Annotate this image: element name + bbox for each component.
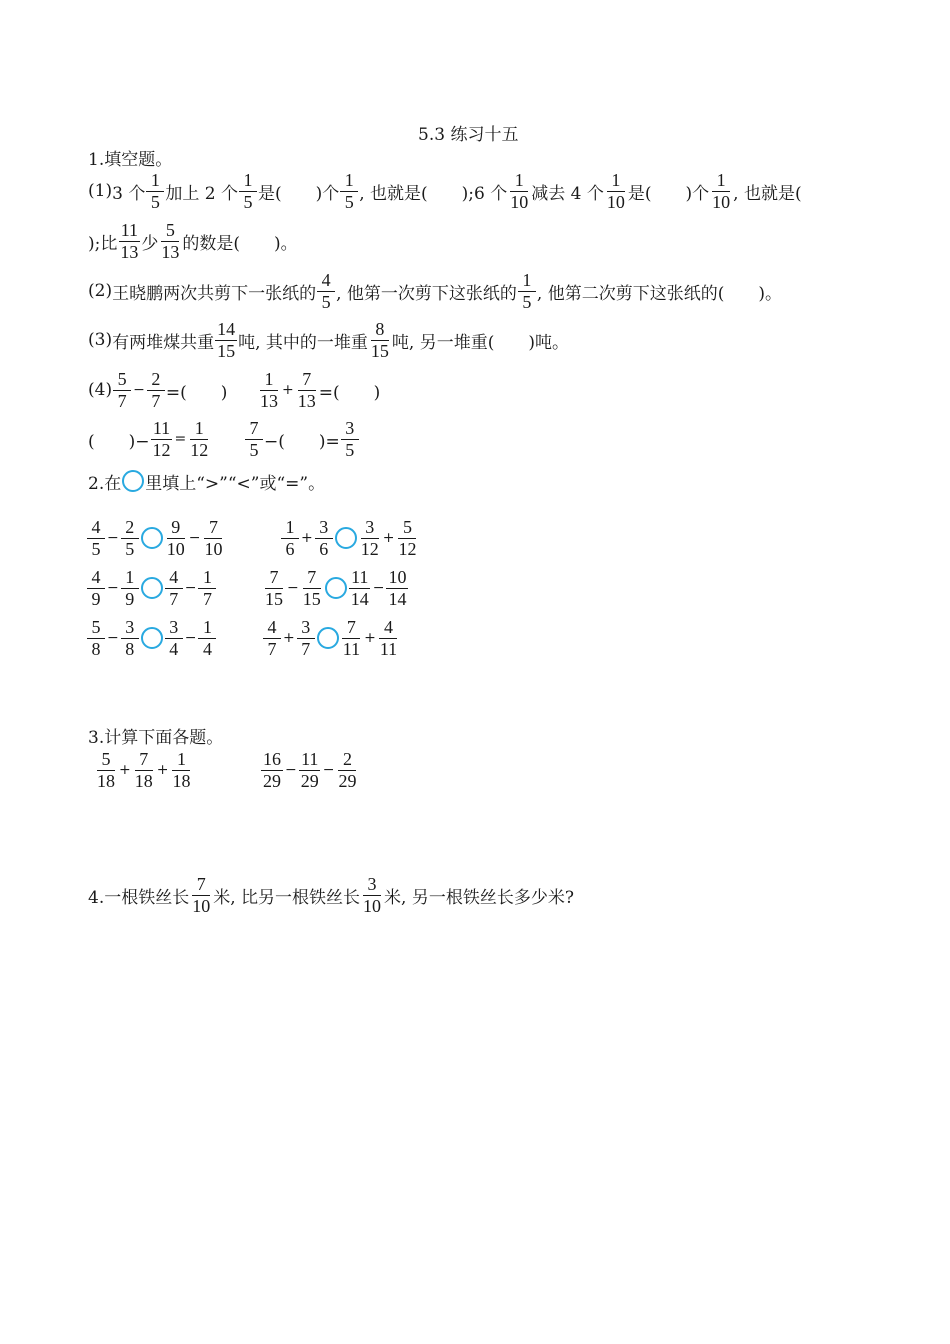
fraction-numerator: 10	[388, 566, 407, 587]
fraction-numerator: 4	[379, 617, 397, 639]
fraction-denominator: 7	[117, 390, 127, 411]
fraction	[198, 617, 216, 660]
fraction-denominator: 12	[152, 439, 171, 460]
answer-blank[interactable]: −( )=	[264, 431, 340, 452]
fraction-denominator: 4	[202, 638, 212, 659]
fraction-numerator: 1	[121, 567, 139, 589]
fraction	[202, 517, 224, 560]
fraction	[133, 749, 155, 792]
operator: −	[188, 530, 201, 546]
q2-heading	[88, 458, 325, 504]
fraction-denominator: 15	[217, 340, 236, 361]
q2-item-6	[262, 614, 400, 662]
fraction-numerator: 4	[87, 567, 105, 589]
q2-item-5	[86, 614, 217, 662]
fraction-numerator: 11	[152, 417, 171, 438]
compare-circle-input[interactable]	[317, 627, 339, 649]
fraction-numerator: 7	[204, 517, 222, 539]
answer-blank[interactable]: 是( )个	[627, 183, 710, 204]
fraction-denominator: 12	[398, 538, 417, 559]
fraction-denominator: 10	[166, 538, 185, 559]
fraction-numerator: 3	[341, 418, 359, 440]
operator: −	[372, 580, 385, 596]
text: , 他第一次剪下这张纸的	[336, 283, 517, 304]
operator: −	[184, 580, 197, 596]
fraction-denominator: 7	[301, 638, 311, 659]
fraction	[341, 418, 359, 461]
q4-text-1: 4.一根铁丝长	[88, 887, 190, 908]
fraction	[170, 749, 192, 792]
fraction-denominator: 8	[125, 638, 135, 659]
fraction-numerator: 7	[245, 418, 263, 440]
text: 减去 4 个	[531, 183, 604, 204]
fraction	[263, 617, 281, 660]
answer-blank[interactable]: =( )	[165, 382, 228, 403]
fraction-numerator: 7	[192, 874, 210, 896]
fraction-numerator: 3	[297, 617, 315, 639]
q1-heading: 1.填空题。	[88, 150, 173, 170]
fraction-numerator: 1	[190, 418, 208, 440]
fraction-numerator: 4	[263, 617, 281, 639]
fraction-denominator: 18	[172, 770, 191, 791]
operator: −	[107, 530, 119, 546]
q3-heading: 3.计算下面各题。	[88, 728, 224, 748]
fraction	[340, 170, 358, 213]
fraction	[258, 369, 280, 412]
fraction-numerator: 1	[239, 170, 257, 192]
fraction-numerator: 1	[260, 369, 278, 391]
fraction-numerator: 11	[301, 748, 319, 769]
q1-part4-line1	[88, 366, 227, 414]
operator: +	[382, 530, 395, 546]
operator: −	[285, 762, 297, 778]
fraction	[151, 418, 173, 461]
fraction	[190, 874, 212, 917]
q1-part1-line1	[88, 167, 802, 215]
fraction	[118, 220, 140, 263]
fraction-denominator: 12	[360, 538, 379, 559]
text: 少	[141, 233, 159, 254]
fraction-numerator: 1	[281, 517, 299, 539]
fraction-numerator: 7	[303, 567, 321, 589]
fraction-numerator: 16	[263, 748, 281, 769]
answer-blank[interactable]: 吨, 另一堆重( )吨。	[391, 332, 569, 353]
fraction-numerator: 4	[317, 270, 335, 292]
fraction	[121, 517, 139, 560]
q1-part4-line2	[88, 415, 211, 463]
fraction-denominator: 8	[91, 638, 101, 659]
fraction-denominator: 7	[151, 390, 161, 411]
fraction-denominator: 7	[169, 588, 179, 609]
fraction	[297, 617, 315, 660]
operator: =	[174, 431, 187, 447]
q2-heading-a: 2.在	[88, 473, 122, 494]
fraction-numerator: 14	[217, 318, 236, 339]
fraction	[336, 749, 358, 792]
compare-circle-input[interactable]	[141, 527, 163, 549]
fraction	[146, 170, 164, 213]
text: 王晓鹏两次共剪下一张纸的	[112, 283, 317, 304]
q2-item-2	[280, 514, 419, 562]
fraction-numerator: 7	[135, 749, 153, 771]
answer-blank[interactable]: , 也就是(	[733, 183, 802, 204]
fraction-numerator: 11	[351, 566, 369, 587]
fraction-denominator: 13	[120, 241, 139, 262]
q2-item-4	[262, 564, 409, 612]
operator: +	[364, 630, 376, 646]
q1-part4-line2b	[244, 415, 360, 463]
fraction-numerator: 2	[121, 517, 139, 539]
fraction-numerator: 3	[361, 517, 379, 539]
fraction-denominator: 12	[190, 439, 209, 460]
fraction-denominator: 18	[97, 770, 115, 791]
fraction	[215, 319, 237, 362]
fraction-numerator: 5	[97, 749, 115, 771]
operator: +	[282, 382, 294, 398]
fraction-numerator: 2	[338, 749, 356, 771]
fraction-numerator: 9	[167, 517, 185, 539]
fraction-numerator: 1	[172, 749, 190, 771]
fraction-denominator: 6	[285, 538, 295, 559]
fraction-numerator: 1	[712, 170, 730, 192]
fraction-numerator: 3	[363, 874, 381, 896]
compare-circle-input[interactable]	[335, 527, 357, 549]
fraction-denominator: 9	[91, 588, 101, 609]
page-title: 5.3 练习十五	[418, 125, 519, 145]
fraction-numerator: 5	[398, 517, 416, 539]
answer-blank[interactable]: , 他第二次剪下这张纸的( )。	[536, 283, 782, 304]
fraction-denominator: 7	[267, 638, 277, 659]
fraction-denominator: 11	[379, 638, 398, 659]
fraction-numerator: 3	[315, 517, 333, 539]
fraction	[508, 170, 530, 213]
operator: −	[107, 630, 119, 646]
fraction-denominator: 6	[319, 538, 329, 559]
q2-item-1	[86, 514, 225, 562]
fraction	[263, 567, 285, 610]
fraction	[386, 567, 408, 610]
fraction-numerator: 1	[607, 170, 625, 192]
fraction-denominator: 15	[370, 340, 389, 361]
fraction	[147, 369, 165, 412]
fraction-denominator: 9	[125, 588, 135, 609]
operator: +	[156, 762, 169, 778]
q4-text-2: 米, 比另一根铁丝长	[213, 887, 361, 908]
fraction-denominator: 29	[263, 770, 281, 791]
fraction	[359, 517, 381, 560]
fraction	[605, 170, 627, 213]
compare-circle-input[interactable]	[141, 577, 163, 599]
fraction-denominator: 5	[243, 191, 253, 212]
fraction-denominator: 10	[510, 191, 529, 212]
fraction-numerator: 7	[298, 369, 316, 391]
fraction-numerator: 1	[518, 270, 536, 292]
q4-text-3: 米, 另一根铁丝长多少米?	[384, 887, 574, 908]
fraction	[95, 749, 117, 792]
fraction-denominator: 14	[350, 588, 369, 609]
text: 加上 2 个	[165, 183, 238, 204]
fraction	[239, 170, 257, 213]
fraction-denominator: 29	[338, 770, 357, 791]
fraction	[165, 567, 183, 610]
fraction-numerator: 11	[120, 219, 139, 240]
fraction-denominator: 5	[522, 291, 532, 312]
answer-blank[interactable]: , 也就是( );6 个	[359, 183, 508, 204]
q1-part2	[88, 267, 782, 315]
q1-p3-label: (3)	[88, 330, 113, 350]
fraction	[369, 319, 391, 362]
fraction-denominator: 5	[321, 291, 331, 312]
compare-circle-input[interactable]	[141, 627, 163, 649]
fraction	[188, 418, 210, 461]
fraction-denominator: 5	[345, 439, 355, 460]
fraction	[165, 617, 183, 660]
fraction	[396, 517, 418, 560]
q4-line	[88, 871, 574, 919]
answer-blank[interactable]: );比	[88, 233, 118, 254]
q1-part1-line2	[88, 217, 298, 265]
fraction-denominator: 29	[300, 770, 319, 791]
answer-blank[interactable]: ( )−	[88, 431, 150, 452]
operator: −	[107, 580, 119, 596]
operator: −	[287, 580, 299, 596]
answer-blank[interactable]: =( )	[318, 382, 381, 403]
fraction-denominator: 15	[265, 588, 283, 609]
fraction-numerator: 1	[146, 170, 164, 192]
fraction	[361, 874, 383, 917]
fraction-numerator: 1	[198, 567, 216, 589]
fraction-denominator: 5	[344, 191, 354, 212]
fraction	[349, 567, 371, 610]
fraction-denominator: 18	[134, 770, 153, 791]
operator: +	[119, 762, 131, 778]
fraction-numerator: 2	[147, 369, 165, 391]
fraction	[296, 369, 318, 412]
fraction-numerator: 4	[165, 567, 183, 589]
fraction-numerator: 3	[165, 617, 183, 639]
fraction-numerator: 1	[340, 170, 358, 192]
fraction-numerator: 4	[87, 517, 105, 539]
fraction-numerator: 5	[87, 617, 105, 639]
q1-p4-label: (4)	[88, 380, 113, 400]
fraction	[87, 567, 105, 610]
text: 3 个	[112, 183, 146, 204]
fraction-numerator: 8	[371, 319, 389, 341]
fraction	[315, 517, 333, 560]
q1-p1-label: (1)	[88, 181, 113, 201]
fraction-denominator: 15	[302, 588, 321, 609]
fraction-denominator: 13	[161, 241, 180, 262]
fraction-denominator: 11	[342, 638, 361, 659]
fraction-denominator: 10	[712, 191, 731, 212]
fraction	[710, 170, 732, 213]
fraction	[245, 418, 263, 461]
fraction-denominator: 5	[249, 439, 259, 460]
operator: −	[322, 762, 335, 778]
fraction-numerator: 1	[198, 617, 216, 639]
compare-circle-input[interactable]	[325, 577, 347, 599]
q1-p2-label: (2)	[88, 281, 113, 301]
fraction	[113, 369, 131, 412]
fraction-denominator: 10	[192, 895, 211, 916]
fraction-numerator: 3	[121, 617, 139, 639]
q1-part3	[88, 316, 569, 364]
fraction-numerator: 7	[342, 617, 360, 639]
fraction-denominator: 10	[363, 895, 382, 916]
fraction	[165, 517, 187, 560]
text: 吨, 其中的一堆重	[238, 332, 368, 353]
fraction-denominator: 7	[202, 588, 212, 609]
fraction	[121, 567, 139, 610]
fraction-denominator: 13	[260, 390, 278, 411]
fraction	[198, 567, 216, 610]
operator: +	[283, 630, 295, 646]
fraction	[317, 270, 335, 313]
text: 有两堆煤共重	[112, 332, 215, 353]
fraction	[299, 749, 321, 792]
fraction	[378, 617, 399, 660]
operator: −	[133, 382, 145, 398]
fraction-denominator: 5	[91, 538, 101, 559]
operator: +	[301, 530, 313, 546]
compare-circle-icon	[122, 470, 144, 492]
fraction-denominator: 14	[388, 588, 407, 609]
fraction	[87, 517, 105, 560]
fraction	[87, 617, 105, 660]
fraction-denominator: 10	[606, 191, 625, 212]
fraction-denominator: 4	[169, 638, 179, 659]
fraction-numerator: 7	[265, 567, 283, 589]
fraction	[159, 220, 181, 263]
fraction-numerator: 5	[161, 220, 179, 242]
fraction-denominator: 5	[150, 191, 160, 212]
fraction	[261, 749, 283, 792]
operator: −	[184, 630, 197, 646]
fraction	[121, 617, 139, 660]
fraction	[281, 517, 299, 560]
fraction-denominator: 13	[297, 390, 316, 411]
q2-item-3	[86, 564, 217, 612]
fraction	[341, 617, 362, 660]
answer-blank[interactable]: 是( )个	[257, 183, 340, 204]
q3-expression-2	[260, 746, 359, 794]
q3-expression-1	[94, 746, 193, 794]
fraction	[518, 270, 536, 313]
fraction-numerator: 1	[510, 170, 528, 192]
q2-heading-b: 里填上“>”“<”或“=”。	[145, 473, 326, 494]
answer-blank[interactable]: 的数是( )。	[182, 233, 298, 254]
fraction-denominator: 10	[204, 538, 223, 559]
q1-part4-line1b	[257, 366, 380, 414]
fraction	[301, 567, 323, 610]
fraction-denominator: 5	[125, 538, 135, 559]
fraction-numerator: 5	[113, 369, 131, 391]
